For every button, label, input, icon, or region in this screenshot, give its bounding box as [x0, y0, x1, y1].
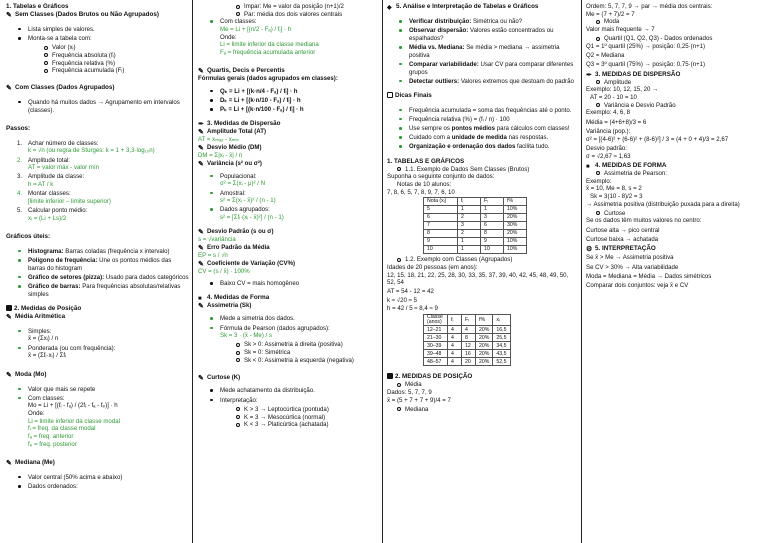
table-row: 21–30 4 8 20% 25,5 — [424, 334, 511, 342]
text-line: σ = √2,67 ≈ 1,63 — [586, 152, 631, 160]
text-line: Se os dados têm muitos valores no centro: — [586, 217, 702, 225]
list-item: Assimetria de Pearson: — [586, 170, 766, 178]
list-item: Média — [387, 381, 577, 389]
text-line: Q2 = Mediana — [586, 52, 625, 60]
pin-icon — [6, 372, 13, 379]
formula: CV = (s / x̄) · 100% — [198, 267, 250, 275]
text-line: 7, 8, 6, 5, 7, 8, 9, 7, 6, 10 — [387, 188, 455, 196]
list-item: Monta-se a tabela com: — [6, 35, 189, 43]
text-line: x̄ = 10, Me = 8, s = 2 — [586, 185, 642, 193]
marker-icon — [387, 4, 394, 11]
list-item: Quartil (Q1, Q2, Q3) - Dados ordenados — [586, 35, 766, 43]
subsection-heading: ✎Desvio Médio (DM) — [198, 144, 378, 152]
text-line: Comparar dois conjuntos: veja x̄ e CV — [586, 282, 689, 290]
section-title: Dicas Finais — [387, 92, 577, 100]
pin-icon — [198, 145, 205, 152]
list-item: 3. Amplitude da classe: h = AT / k — [17, 173, 85, 189]
table-row: 39–48 4 16 20% 43,5 — [424, 350, 511, 358]
sub-list — [6, 44, 189, 75]
section-title: ◆5. Análise e Interpretação de Tabelas e Gráficos — [387, 3, 577, 11]
table-row: 30–39 4 12 20% 34,5 — [424, 342, 511, 350]
subsection-heading: ✎Média Aritmética — [6, 313, 189, 321]
formula-caption: Fórmulas gerais (dados agrupados em classes): — [198, 75, 338, 83]
list-item: Amplitude — [586, 79, 766, 87]
bullet-list — [6, 26, 189, 43]
list-item: Cuidado com a unidade de medida nas respostas. — [387, 134, 577, 142]
list-item: Valor central (50% acima e abaixo) — [6, 474, 189, 482]
subsection-heading: ✎Sem Classes (Dados Brutos ou Não Agrupados) — [6, 11, 189, 19]
list-item: K < 3 → Platicúrtica (achatada) — [198, 421, 378, 429]
text-line: Idades de 20 pessoas (em anos): — [387, 263, 478, 271]
pin-icon — [198, 161, 205, 168]
list-item: Qₖ = Li + [(k·n/4 - Fₐ) / fᵢ] · h — [198, 88, 378, 96]
pin-icon — [6, 12, 13, 19]
pin-icon — [198, 303, 205, 310]
bullet-list — [198, 315, 378, 340]
list-item: Dados ordenados: — [6, 483, 189, 491]
section-title: ■4. MEDIDAS DE FORMA — [586, 162, 766, 170]
list-item: Dados agrupados: s² = [Σfᵢ·(xᵢ - x̄)²] / (n - 1) — [198, 206, 378, 221]
section-title: ✒3. MEDIDAS DE DISPERSÃO — [586, 71, 766, 79]
subsection-heading: ✎Desvio Padrão (s ou σ) — [198, 228, 378, 236]
bullet-list — [198, 18, 378, 56]
subsection-heading: ✎Coeficiente de Variação (CV%) — [198, 260, 378, 268]
list-item: 1. Achar número de classes: k = √n (ou regra de Sturges: k = 1 + 3,3·log₁₀n) — [17, 139, 155, 155]
sub-list — [586, 210, 766, 218]
sub-list — [586, 79, 766, 87]
gear-icon — [586, 246, 593, 253]
section-title: ✒3. Medidas de Dispersão — [198, 120, 378, 128]
list-item: 1.2. Exemplo com Classes (Agrupados) — [387, 256, 577, 264]
text-line: σ² = [(4-6)² + (6-6)² + (8-6)²] / 3 = (4 + 0 + 4)/3 = 2,67 — [586, 135, 729, 143]
list-item: Sk > 0: Assimetria à direita (positiva) — [198, 341, 378, 349]
formula: s = √variância — [198, 236, 236, 244]
pin-icon — [198, 129, 205, 136]
text-line: Dados: 5, 7, 7, 9 — [387, 388, 432, 396]
list-item: Valor que mais se repete — [6, 386, 189, 394]
bullet-list — [198, 280, 378, 288]
text-line: Moda = Mediana = Média → Dados simétricos — [586, 272, 712, 280]
frequency-table — [423, 197, 527, 254]
list-item: Simples: x̄ = (Σxᵢ) / n — [6, 328, 189, 343]
subsection-heading: ✎Amplitude Total (AT) — [198, 128, 378, 136]
column-divider — [382, 0, 383, 543]
list-item: Média vs. Mediana: Se média > mediana → assimetria positiva — [387, 44, 577, 59]
list-item: Sk < 0: Assimetria à esquerda (negativa) — [198, 357, 378, 365]
chart-icon — [586, 163, 593, 170]
bullet-list — [6, 474, 189, 491]
table-row: 12–21 4 4 20% 16,5 — [424, 326, 511, 334]
sub-list — [198, 406, 378, 429]
pin-icon — [198, 245, 205, 252]
list-item: Organização e ordenação dos dados facilita tudo. — [387, 143, 577, 151]
bullet-list — [387, 18, 577, 85]
bullet-list — [198, 173, 378, 222]
text-line: Variância (pop.): — [586, 127, 631, 135]
formula: EP = s / √n — [198, 251, 228, 259]
sub-list — [387, 381, 577, 389]
list-item: Quando há muitos dados → Agrupamento em intervalos (classes). — [6, 99, 189, 114]
text-line: AT = 54 - 12 = 42 — [387, 287, 434, 295]
list-item: Pₖ = Li + [(k·n/100 - Fₐ) / fᵢ] · h — [198, 106, 378, 114]
subsection-heading: ✎Moda (Mo) — [6, 371, 189, 379]
text-line: x̄ = (5 + 7 + 7 + 9)/4 = 7 — [387, 396, 451, 404]
list-item: Histograma: Barras coladas (frequência x intervalo) — [6, 248, 189, 256]
sub-list — [387, 256, 577, 264]
list-item: Frequência relativa (%) = (fᵢ / n) · 100 — [387, 116, 577, 124]
pen-icon — [198, 121, 205, 128]
list-item: K = 3 → Mesocúrtica (normal) — [198, 414, 378, 422]
section-title: 1. TABELAS E GRÁFICOS — [387, 157, 465, 165]
subsection-heading: ✎Variância (s² ou σ²) — [198, 160, 378, 168]
list-item: Populacional: σ² = Σ(xᵢ - μ)² / N — [198, 173, 378, 188]
table-row: 8 2 8 20% — [424, 230, 527, 238]
table-header: Nota (xᵢ) fᵢ Fᵢ f% — [424, 198, 527, 206]
list-item: 2. Amplitude total: AT = valor máx - valor mín — [17, 156, 100, 172]
column-4 — [586, 3, 766, 541]
pin-icon — [198, 261, 205, 268]
list-item: Polígono de frequência: Une os pontos médios das barras do histogram — [6, 257, 189, 272]
list-item: 1.1. Exemplo de Dados Sem Classes (Brutos) — [387, 166, 577, 174]
list-item: Par: média dos dois valores centrais — [198, 11, 378, 19]
list-item: Baixo CV = mais homogêneo — [198, 280, 378, 288]
section-title: 2. MEDIDAS DE POSIÇÃO — [387, 373, 577, 381]
section-title: ⚙5. INTERPRETAÇÃO — [586, 245, 766, 253]
formula: DM = Σ|xᵢ - x̄| / n — [198, 152, 243, 160]
checkbox-icon — [387, 92, 393, 98]
text-line: 12, 15, 18, 21, 22, 25, 28, 30, 33, 35, 37, 39, 40, 42, 45, 48, 49, 50, 52, 54 — [387, 271, 569, 287]
text-line: → Assimetria positiva (distribuição puxada para a direita) — [586, 200, 740, 208]
sub-list — [586, 102, 766, 110]
table-row: 10 1 10 10% — [424, 246, 527, 254]
subsection-heading: ✎Com Classes (Dados Agrupados) — [6, 84, 189, 92]
list-item: Use sempre os pontos médios para cálculos com classes! — [387, 125, 577, 133]
square-icon — [6, 305, 12, 311]
sub-list — [198, 3, 378, 18]
bullet-list — [387, 107, 577, 151]
subsection-heading: ✎Quartis, Decis e Percentis — [198, 67, 378, 75]
column-2 — [198, 3, 378, 541]
text-line: Sk = 3(10 - 8)/2 = 3 — [590, 192, 643, 200]
text-line: Se x̄ > Me → Assimetria positiva — [586, 254, 674, 262]
pin-icon — [198, 68, 205, 75]
class-table — [423, 314, 511, 366]
column-divider — [581, 0, 582, 543]
list-item: Frequência acumulada = soma das frequências até o ponto. — [387, 107, 577, 115]
bullet-list — [6, 99, 189, 114]
text-line: Média = (4+6+8)/3 = 6 — [586, 118, 647, 126]
list-item: Interpretação: — [198, 397, 378, 405]
steps-list — [6, 140, 189, 223]
subsection-heading: ✎Curtose (K) — [198, 374, 378, 382]
pin-icon — [6, 460, 13, 467]
list-item: Dₖ = Li + [(k·n/10 - Fₐ) / fᵢ] · h — [198, 97, 378, 105]
table-row: 48–57 4 20 20% 52,5 — [424, 358, 511, 366]
list-item: K > 3 → Leptocúrtica (pontuda) — [198, 406, 378, 414]
list-item: Curtose — [586, 210, 766, 218]
text-line: k ≈ √20 ≈ 5 — [387, 296, 418, 304]
list-item: Sk = 0: Simétrica — [198, 349, 378, 357]
table-row: 9 1 9 10% — [424, 238, 527, 246]
list-item: Ímpar: Me = valor da posição (n+1)/2 — [198, 3, 378, 11]
list-item: Comparar variabilidade: Usar CV para comparar diferentes grupos — [387, 61, 577, 76]
subsection-heading: ✎Assimetria (Sk) — [198, 302, 378, 310]
subsection-heading: Gráficos úteis: — [6, 232, 51, 240]
list-item: Frequência relativa (%) — [6, 60, 189, 68]
pin-icon — [6, 314, 13, 321]
text-line: Q1 = 1º quartil (25%) → posição: 0,25·(n+1) — [586, 42, 706, 50]
text-line: AT = 20 - 10 = 10 — [590, 94, 637, 102]
text-line: Me = (7 + 7)/2 = 7 — [586, 10, 635, 18]
list-item: Valor (xᵢ) — [6, 44, 189, 52]
formula: AT = xₘₐₓ - xₘᵢₙ — [198, 136, 239, 144]
list-item: Lista simples de valores. — [6, 26, 189, 34]
list-item: Moda — [586, 18, 766, 26]
subsection-heading: Passos: — [6, 124, 31, 132]
bullet-list — [6, 386, 189, 449]
bullet-list — [198, 88, 378, 114]
text-line: Notas de 10 alunos: — [397, 180, 452, 188]
list-item: Mediana — [387, 406, 577, 414]
bullet-list — [198, 387, 378, 404]
list-item: Ponderada (ou com frequência): x̄ = (Σfᵢ·xᵢ) / Σfᵢ — [6, 345, 189, 360]
column-3 — [387, 3, 577, 541]
column-divider — [192, 0, 193, 543]
bullet-list — [6, 248, 189, 299]
list-item: Com classes: Me = Li + [(n/2 - Fₐ) / fᵢ] · h Onde: Li = limite inferior da classe mediana Fₐ = frequência acumulada anterior — [198, 18, 378, 56]
section-title: ■4. Medidas de Forma — [198, 294, 378, 302]
subsection-heading: ✎Mediana (Me) — [6, 459, 189, 467]
list-item: Gráfico de setores (pizza): Usado para dados categóricos — [6, 274, 189, 282]
section-title: 2. Medidas de Posição — [6, 305, 189, 313]
sub-list — [387, 406, 577, 414]
pin-icon — [198, 229, 205, 236]
column-1 — [6, 3, 189, 541]
list-item: Com classes: Mo = Li + [(fᵢ - fₐ) / (2fᵢ - fₐ - fₚ)] · h Onde: Li = limite inferior da classe modal fᵢ = freq. da classe modal fₐ = freq. anterior fₚ = freq. posterior — [6, 395, 189, 449]
list-item: Mede a simetria dos dados. — [198, 315, 378, 323]
list-item: Gráfico de barras: Para frequências absolutas/relativas simples — [6, 283, 189, 298]
text-line: Valor mais frequente → 7 — [586, 26, 655, 34]
text-line: Se CV > 30% → Alta variabilidade — [586, 263, 679, 271]
text-line: Desvio padrão: — [586, 144, 627, 152]
sub-list — [198, 341, 378, 364]
sub-list — [586, 35, 766, 43]
sub-list — [387, 166, 577, 174]
sub-list — [586, 18, 766, 26]
text-line: Suponha o seguinte conjunto de dados: — [387, 173, 495, 181]
table-header: Classe (anos) fᵢ Fᵢ f% xᵢ — [424, 314, 511, 325]
bullet-list — [6, 328, 189, 360]
table-row: 6 2 3 20% — [424, 214, 527, 222]
list-item: Frequência acumulada (Fᵢ) — [6, 67, 189, 75]
list-item: Fórmula de Pearson (dados agrupados): Sk = 3 · (x̄ - Me) / s — [198, 325, 378, 340]
pin-icon — [6, 85, 13, 92]
square-icon — [387, 373, 393, 379]
text-line: Curtose alta → pico central — [586, 226, 660, 234]
chart-icon — [198, 295, 205, 302]
list-item: Detectar outliers: Valores extremos que destoam do padrão — [387, 78, 577, 86]
subsection-heading: ✎Erro Padrão da Média — [198, 244, 378, 252]
text-line: Curtose baixa → achatada — [586, 236, 659, 243]
text-line: h = 42 / 5 ≈ 8,4 ≈ 9 — [387, 305, 438, 313]
list-item: 4. Montar classes: [limite inferior – limite superior) — [17, 190, 111, 205]
list-item: Verificar distribuição: Simétrica ou não? — [387, 18, 577, 26]
pin-icon — [198, 375, 205, 382]
pen-icon — [586, 72, 593, 79]
text-line: Q3 = 3º quartil (75%) → posição: 0,75·(n+1) — [586, 61, 706, 69]
list-item: Mede achatamento da distribuição. — [198, 387, 378, 395]
text-line: Ordem: 5, 7, 7, 9 → par → média dos centrais: — [586, 3, 713, 10]
table-row: 5 1 1 10% — [424, 206, 527, 214]
table-row: 7 3 6 30% — [424, 222, 527, 230]
text-line: Exemplo: 10, 12, 15, 20 → — [586, 86, 659, 94]
list-item: 5. Calcular ponto médio: xᵢ = (Li + Ls)/2 — [17, 207, 88, 222]
text-line: Exemplo: — [586, 177, 612, 185]
list-item: Variância e Desvio Padrão — [586, 102, 766, 110]
list-item: Observar dispersão: Valores estão concentrados ou espalhados? — [387, 27, 577, 42]
list-item: Amostral: s² = Σ(xᵢ - x̄)² / (n - 1) — [198, 190, 378, 205]
list-item: Frequência absoluta (fᵢ) — [6, 52, 189, 60]
text-line: Exemplo: 4, 6, 8 — [586, 109, 631, 117]
section-title: 1. Tabelas e Gráficos — [6, 3, 69, 10]
sub-list — [586, 170, 766, 178]
